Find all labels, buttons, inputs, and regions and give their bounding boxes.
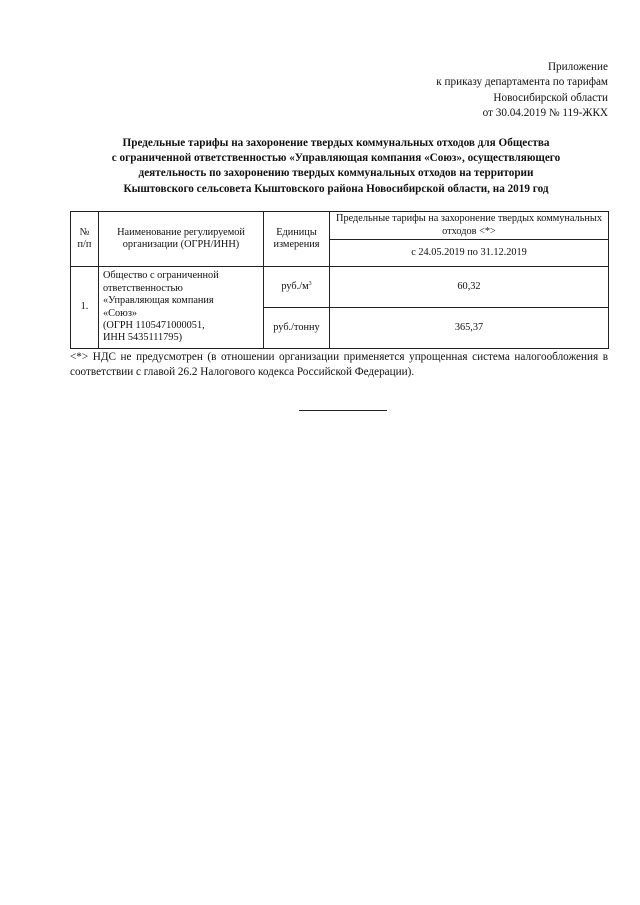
org-line: Общество с ограниченной [103,270,219,282]
header-units: Единицы измерения [264,212,330,267]
document-title [48,136,624,197]
appendix-line: Приложение [547,61,608,73]
appendix-line: к приказу департамента по тарифам [436,76,608,89]
tariff-value-cubic-meter: 60,32 [330,267,609,308]
tariff-value-tonne: 365,37 [330,308,609,349]
unit-cubic-meter-exponent: 3 [308,280,312,287]
appendix-line: Новосибирской области [493,91,608,104]
appendix-line: от 30.04.2019 № 119-ЖКХ [482,107,608,120]
unit-cubic-meter [264,267,330,308]
title-line: Кыштовского сельсовета Кыштовского района Новосибирской области, на 2019 год [123,182,549,195]
title-line: деятельность по захоронению твердых коммунальных отходов на территории [138,167,534,180]
header-number [71,212,99,267]
title-line: с ограниченной ответственностью «Управляющая компания «Союз», осуществляющего [111,152,561,165]
header-number-line2: п/п [77,239,92,250]
header-organization: Наименование регулируемой организации (ОГРН/ИНН) [99,212,264,267]
end-separator-line [299,410,387,411]
unit-cubic-meter-base: руб./м [281,280,309,292]
unit-tonne: руб./тонну [264,308,330,349]
org-line: «Союз» [103,307,138,319]
row-number: 1. [71,267,99,349]
header-tariffs: Предельные тарифы на захоронение твердых коммунальных отходов <*> [330,212,609,240]
org-line: «Управляющая компания [103,295,214,307]
appendix-header [436,60,608,122]
org-line: ИНН 5435111795) [103,332,183,344]
header-number-line1: № [79,226,90,238]
org-line: ответственностью [103,282,183,294]
organization-name [99,267,264,349]
header-period: с 24.05.2019 по 31.12.2019 [330,240,609,267]
vat-footnote: <*> НДС не предусмотрен (в отношении организации применяется упрощенная система налогообложения в соответствии с главой 26.2 Налогового кодекса Российской Федерации). [70,351,608,379]
org-line: (ОГРН 1105471000051, [103,319,205,331]
title-line: Предельные тарифы на захоронение твердых коммунальных отходов для Общества [122,137,550,149]
table-row [71,267,609,308]
tariff-table [70,211,609,349]
